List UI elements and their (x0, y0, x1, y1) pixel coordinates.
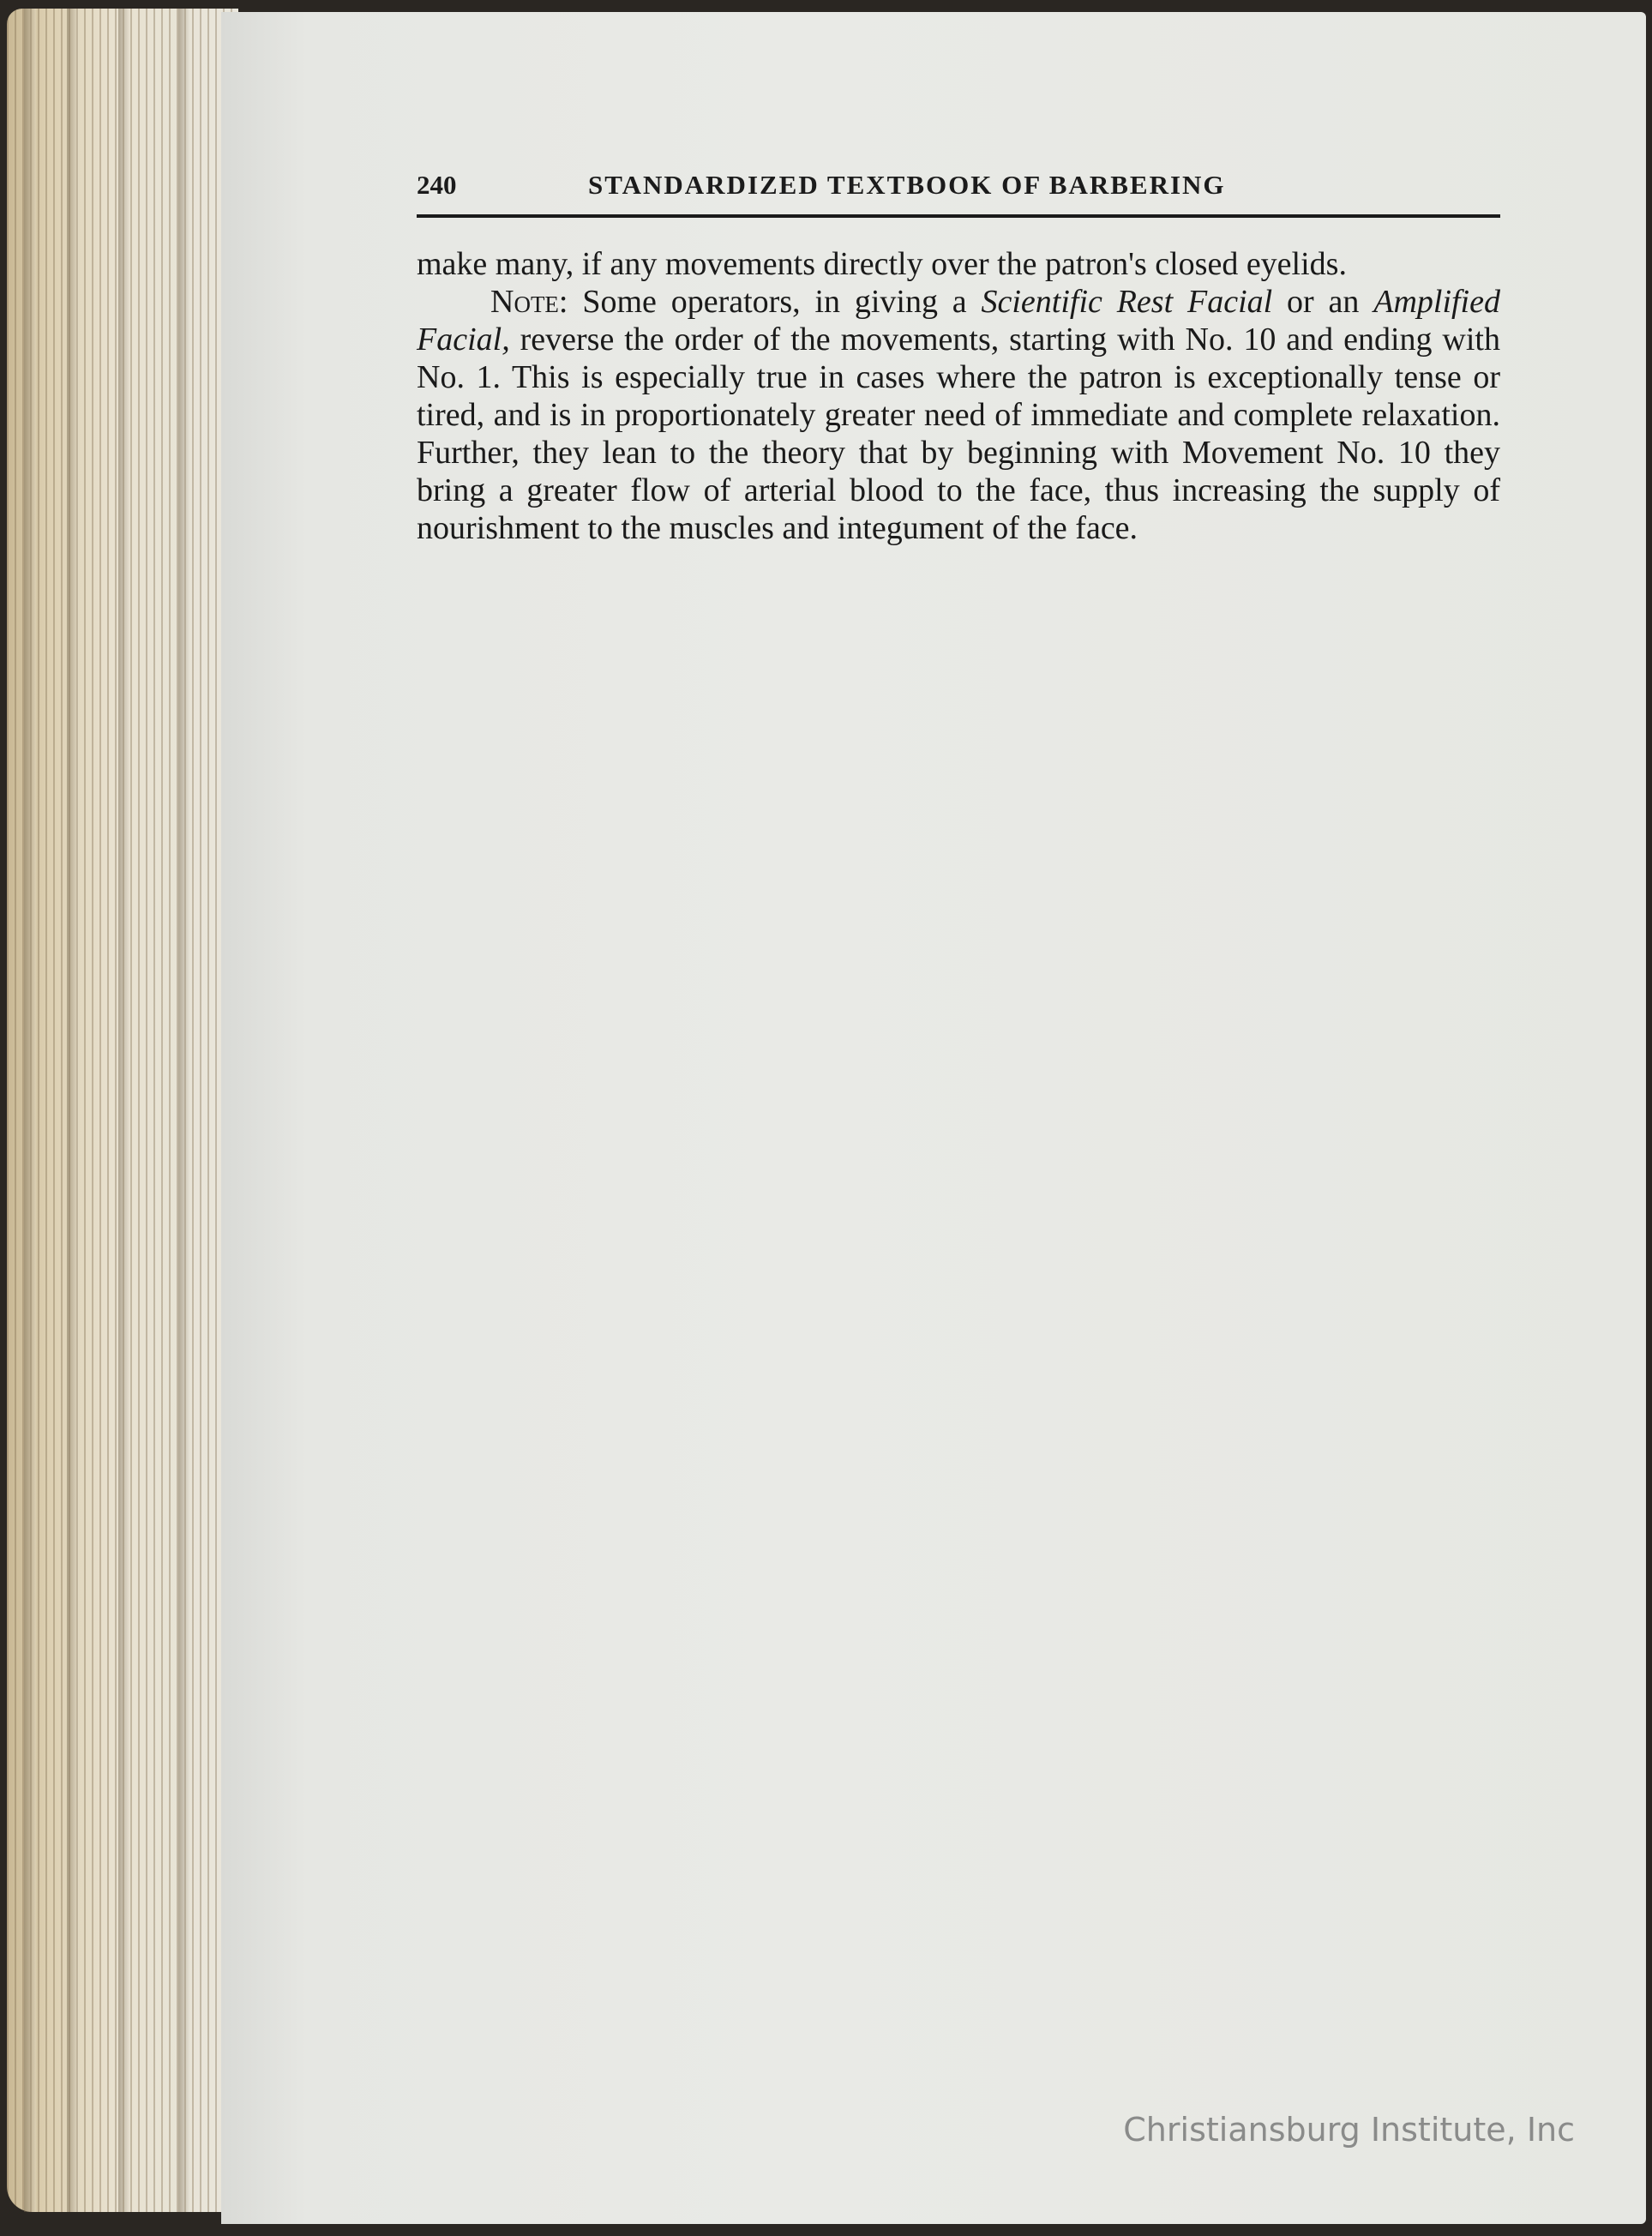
note-text: reverse the order of the movements, starting with No. 10 and ending with No. 1. This is especially true in cases where the patron is exceptionally tense or tired, and is in proportionately greater need of immediate and complete relaxation. Further, they lean to the theory that by beginning with Movement No. 10 they bring a greater flow of arterial blood to the face, thus increasing the supply of nourishment to the muscles and integument of the face. (417, 322, 1500, 546)
page-edge-shadow (67, 9, 79, 2212)
running-header (417, 170, 1500, 218)
body-text (417, 245, 1500, 547)
page-number: 240 (417, 170, 457, 200)
page-edge-shadow (24, 9, 36, 2212)
note-label: Note: (490, 284, 568, 320)
note-emphasis: Amplified Facial, (417, 284, 1500, 358)
note-emphasis: Scientific Rest Facial (981, 284, 1273, 320)
paragraph-continuation: make many, if any movements directly over the patron's closed eyelids. (417, 246, 1347, 282)
note-paragraph (417, 283, 1500, 547)
watermark: Christiansburg Institute, Inc (1123, 2111, 1575, 2149)
page-edge-shadow (178, 9, 190, 2212)
running-head-title: STANDARDIZED TEXTBOOK OF BARBERING (588, 170, 1226, 200)
page-edge-shadow (118, 9, 130, 2212)
note-text: Some operators, in giving a (568, 284, 982, 320)
note-text: or an (1272, 284, 1374, 320)
book-page-edges (7, 9, 238, 2212)
